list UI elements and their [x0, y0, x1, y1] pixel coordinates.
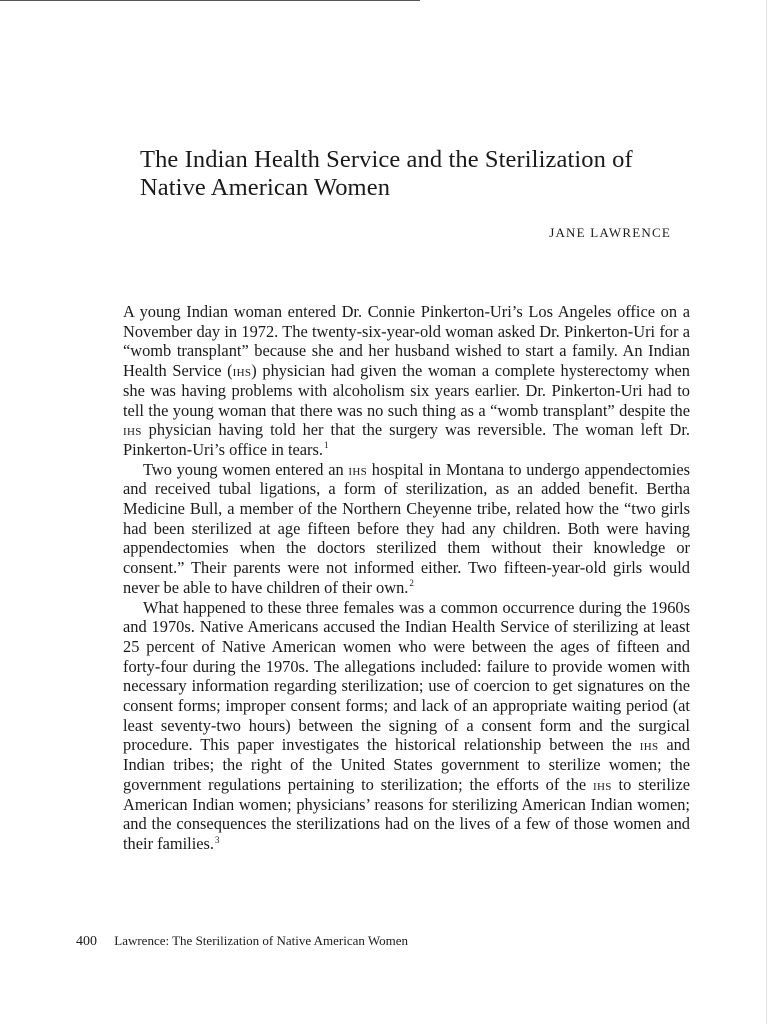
text-run: What happened to these three females was a common occurrence during the 1960s and 1970s. Native Americans accused the Indian Health Service of sterilizing at least 25 percent of Native American women who were between the ages of fifteen and forty-four during the 1970s. The allegations included: failure to provide women with necessary information regarding sterilization; use of coercion to get signatures on the consent forms; improper consent forms; and lack of an appropriate waiting period (at least seventy-two hours) between the signing of a consent form and the surgical procedure. This paper investigates the historical relationship between the [123, 597, 690, 755]
abbreviation: ihs [232, 361, 252, 381]
body-paragraph [123, 598, 690, 854]
text-run: hospital in Montana to undergo appendectomies and received tubal ligations, a form of sterilization, as an added benefit. Bertha Medicine Bull, a member of the Northern Cheyenne tribe, related how the “two girls had been sterilized at age fifteen before they had any children. Both were having appendectomies when the doctors sterilized them without their knowledge or consent.” Their parents were not informed either. Two fifteen-year-old girls would never be able to have children of their own. [123, 459, 690, 597]
body-paragraph [123, 302, 690, 460]
running-head: Lawrence: The Sterilization of Native American Women [114, 933, 409, 948]
page-edge-rule [766, 0, 767, 1024]
footnote-marker: 2 [409, 578, 414, 589]
text-run: and Indian tribes; the right of the United States government to sterilize women; the government regulations pertaining to sterilization; the efforts of the [123, 735, 690, 794]
abbreviation: ihs [593, 774, 612, 794]
abbreviation: ihs [123, 420, 142, 440]
page-number: 400 [76, 934, 97, 949]
top-rule [0, 0, 420, 1]
footnote-marker: 3 [215, 834, 220, 845]
body-paragraph [123, 460, 690, 598]
abbreviation: ihs [348, 459, 368, 479]
article-body [123, 302, 690, 854]
abbreviation: ihs [639, 735, 659, 755]
text-run: Two young women entered an [143, 459, 349, 479]
article-author: JANE LAWRENCE [549, 225, 671, 240]
text-run: A young Indian woman entered Dr. Connie Pinkerton-Uri’s Los Angeles office on a November day in 1972. The twenty-six-year-old woman asked Dr. Pinkerton-Uri for a “womb transplant” because she and her husband wished to start a family. An Indian Health Service ( [123, 302, 690, 381]
article-title: The Indian Health Service and the Sterilization of Native American Women [140, 146, 633, 201]
page-footer [76, 933, 408, 950]
text-run: physician having told her that the surgery was reversible. The woman left Dr. Pinkerton-Uri’s office in tears. [123, 420, 690, 459]
footnote-marker: 1 [323, 440, 329, 451]
text-run: ) physician had given the woman a complete hysterectomy when she was having problems with alcoholism six years earlier. Dr. Pinkerton-Uri had to tell the young woman that there was no such thing as a “womb transplant” despite the [123, 361, 690, 420]
text-run: to sterilize American Indian women; physicians’ reasons for sterilizing American Indian women; and the consequences the sterilizations had on the lives of a few of those women and their families. [123, 774, 690, 853]
